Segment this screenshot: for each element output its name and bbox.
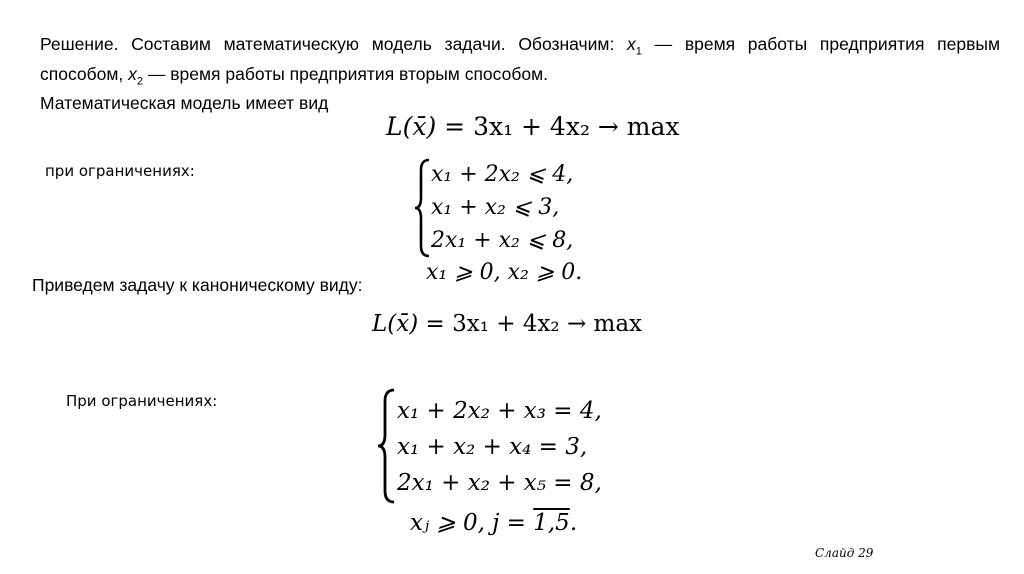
canonical-nonnegativity <box>410 510 577 536</box>
solution-text <box>40 33 1000 114</box>
canonical-constraint-1: x₁ + 2x₂ + x₃ = 4, <box>397 398 602 424</box>
left-brace-icon <box>414 158 432 258</box>
constraints-label: при ограничениях: <box>45 162 195 180</box>
constraint-2: x₁ + x₂ ⩽ 3, <box>431 195 560 220</box>
constraint-1: x₁ + 2x₂ ⩽ 4, <box>431 162 574 187</box>
nonnegativity-conditions: x₁ ⩾ 0, x₂ ⩾ 0. <box>426 260 583 285</box>
canonical-constraints-label: При ограничениях: <box>66 392 218 410</box>
constraints-system <box>431 158 573 257</box>
var-x1-sub: 1 <box>635 45 642 58</box>
canonical-constraints-system <box>397 393 602 501</box>
intro-part-3: — время работы предприятия вторым способом. <box>143 63 548 84</box>
canonical-nonneg-end: . <box>569 510 578 536</box>
index-range: 1,5 <box>533 510 570 536</box>
slide-number: Слайд 29 <box>815 546 874 560</box>
intro-line-2: Математическая модель имеет вид <box>40 93 329 113</box>
objective-canonical-lhs: L(x̄) <box>372 311 419 337</box>
var-x2-base: x <box>128 63 137 84</box>
objective-function <box>386 112 680 141</box>
var-x1 <box>627 34 642 58</box>
intro-paragraph <box>40 33 1000 92</box>
objective-canonical-rhs: = 3x₁ + 4x₂ → max <box>425 311 643 337</box>
objective-lhs: L(x̄) <box>386 112 437 141</box>
intro-part-2: — время работы предприятия первым способом, <box>40 34 1000 84</box>
objective-rhs: = 3x₁ + 4x₂ → max <box>444 112 680 141</box>
var-x1-base: x <box>627 34 636 54</box>
var-x2 <box>128 63 144 87</box>
constraint-3: 2x₁ + x₂ ⩽ 8, <box>431 228 574 253</box>
objective-function-canonical <box>372 311 642 337</box>
intro-part-1: Решение. Составим математическую модель задачи. Обозначим: <box>40 34 628 54</box>
canonical-constraint-3: 2x₁ + x₂ + x₅ = 8, <box>397 470 602 496</box>
canonical-nonneg-part-1: xⱼ ⩾ 0, j = <box>410 510 534 536</box>
canonical-constraint-2: x₁ + x₂ + x₄ = 3, <box>397 434 588 460</box>
var-x2-sub: 2 <box>136 75 144 87</box>
left-brace-icon-2 <box>377 388 397 504</box>
canonical-form-label: Приведем задачу к каноническому виду: <box>32 275 363 295</box>
